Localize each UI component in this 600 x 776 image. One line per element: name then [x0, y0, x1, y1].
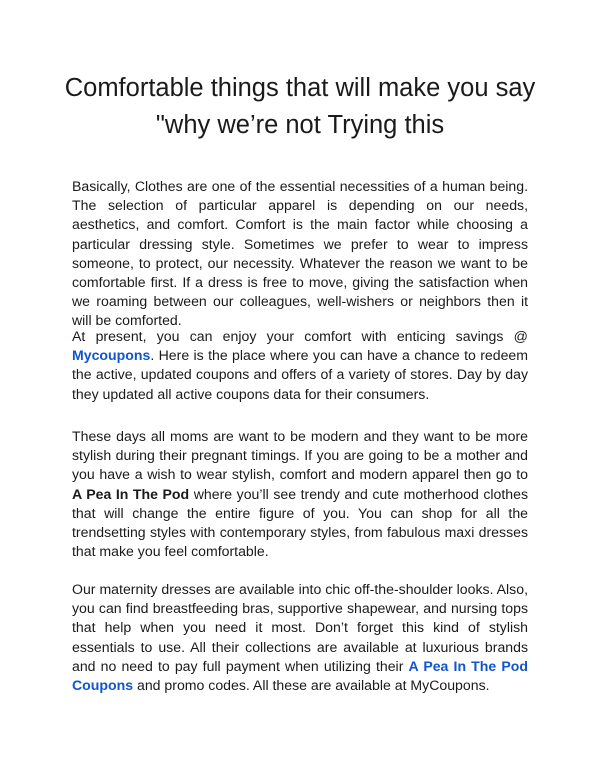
paragraph-intro	[72, 177, 528, 331]
paragraph-text: These days all moms are want to be modern and they want to be more stylish during their pregnant timings. If you are going to be a mother and you have a wish to wear stylish, comfort and modern apparel then go to	[72, 428, 528, 483]
page-title: Comfortable things that will make you say "why we’re not Trying this	[64, 74, 536, 139]
paragraph-mycoupons	[72, 327, 528, 404]
paragraph-moms	[72, 427, 528, 561]
paragraph-text: Our maternity dresses are available into chic off-the-shoulder looks. Also, you can find breastfeeding bras, supportive shapewear, and nursing tops that help when you need it most. Don’t forget this kind of stylish essentials to use. All their collections are available at luxurious brands and no need to pay full payment when utilizing their	[72, 581, 528, 674]
paragraph-text: Basically, Clothes are one of the essential necessities of a human being. The selection of particular apparel is depending on our needs, aesthetics, and comfort. Comfort is the main factor while choosing a particular dressing style. Sometimes we prefer to wear to impress someone, to protect, our necessity. Whatever the reason we want to be comfortable first. If a dress is free to move, giving the satisfaction when we roaming between our colleagues, well-wishers or neighbors then it will be comforted.	[72, 178, 528, 329]
brand-name-bold: A Pea In The Pod	[72, 485, 190, 502]
paragraph-text: where you’ll see trendy and cute motherhood clothes that will change the entire figure of you. You can shop for all the trendsetting styles with contemporary styles, from fabulous maxi dresses that make you feel comfortable.	[72, 485, 528, 560]
pea-in-the-pod-coupons-link[interactable]: A Pea In The Pod Coupons	[72, 657, 528, 694]
paragraph-text: . Here is the place where you can have a chance to redeem the active, updated coupons and offers of a variety of stores. Day by day they updated all active coupons data for their consumers.	[72, 347, 528, 402]
paragraph-text: At present, you can enjoy your comfort with enticing savings @	[72, 328, 528, 344]
paragraph-text: and promo codes. All these are available at MyCoupons.	[133, 677, 490, 694]
paragraph-maternity	[72, 580, 528, 695]
mycoupons-link[interactable]: Mycoupons	[72, 347, 151, 364]
